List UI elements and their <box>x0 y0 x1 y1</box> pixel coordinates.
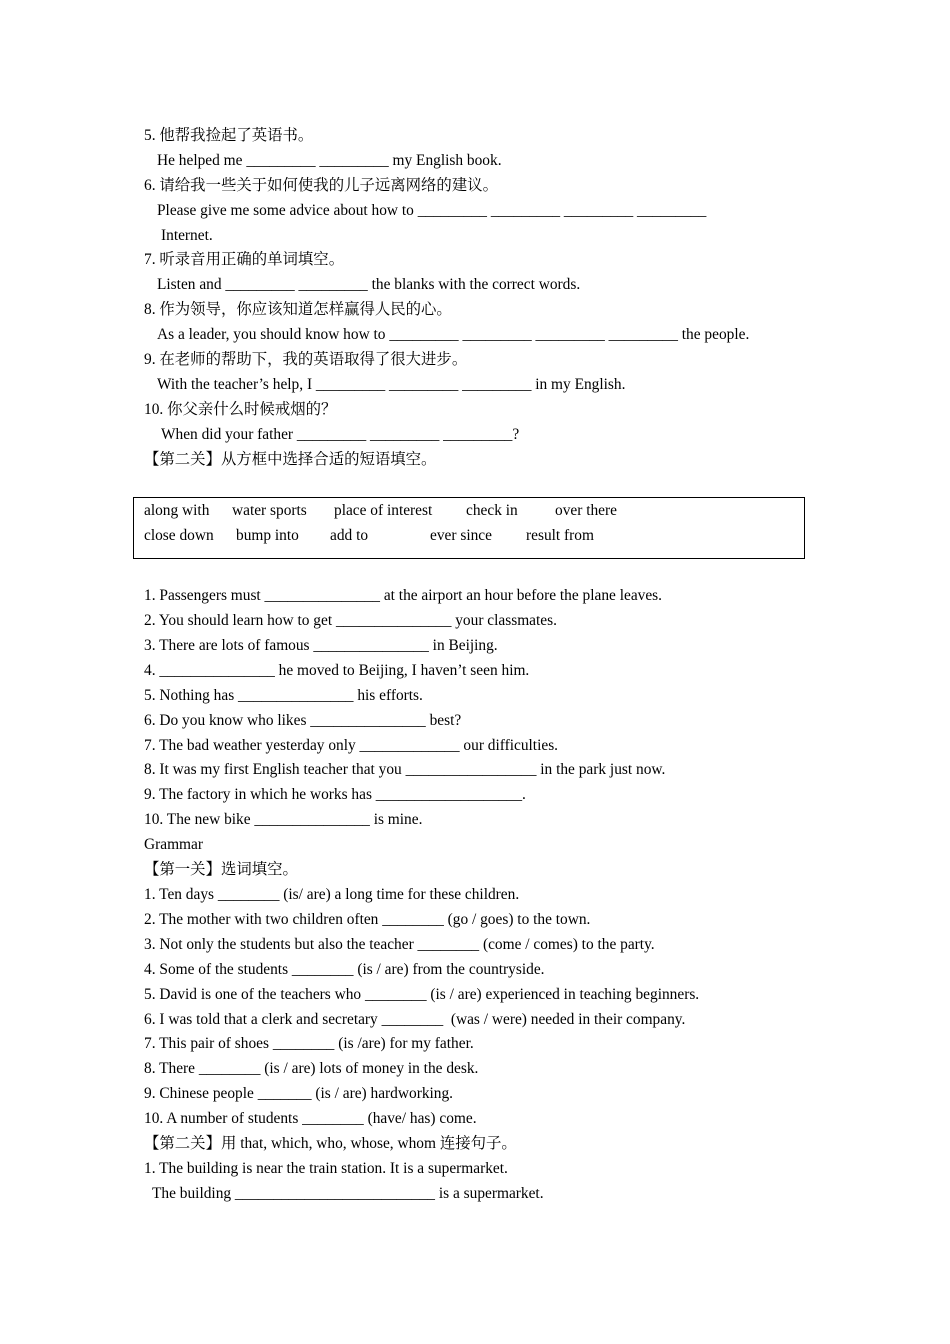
phrase-item: result from <box>526 527 594 544</box>
question-6-chinese: 6. 请给我一些关于如何使我的儿子远离网络的建议。 <box>144 177 498 194</box>
phrase-question: 6. Do you know who likes _______________ best? <box>144 712 462 729</box>
phrase-item: water sports <box>232 502 307 519</box>
grammar-question: 5. David is one of the teachers who ________ (is / are) experienced in teaching beginners. <box>144 986 700 1003</box>
relative-clause-question: 1. The building is near the train station. It is a supermarket. <box>144 1160 508 1177</box>
phrase-question: 1. Passengers must _______________ at the airport an hour before the plane leaves. <box>144 587 663 604</box>
phrase-question: 7. The bad weather yesterday only _____________ our difficulties. <box>144 737 559 754</box>
level-2-title: 【第二关】从方框中选择合适的短语填空。 <box>144 451 437 468</box>
question-10-english: When did your father _________ _________ _________? <box>161 426 520 443</box>
question-10-chinese: 10. 你父亲什么时候戒烟的？ <box>144 401 337 418</box>
question-6-english-cont: Internet. <box>161 227 213 244</box>
question-9-chinese: 9. 在老师的帮助下，我的英语取得了很大进步。 <box>144 351 468 368</box>
phrase-box <box>133 497 805 559</box>
phrase-item: add to <box>330 527 369 544</box>
phrase-question: 10. The new bike _______________ is mine. <box>144 811 423 828</box>
grammar-level-2-title: 【第二关】用 that, which, who, whose, whom 连接句子。 <box>144 1135 517 1152</box>
question-6-english: Please give me some advice about how to _________ _________ _________ _________ <box>157 202 707 219</box>
phrase-question: 8. It was my first English teacher that you _________________ in the park just now. <box>144 761 666 778</box>
grammar-question: 3. Not only the students but also the teacher ________ (come / comes) to the party. <box>144 936 655 953</box>
phrase-item: close down <box>144 527 214 544</box>
grammar-question: 6. I was told that a clerk and secretary ________ (was / were) needed in their company. <box>144 1011 686 1028</box>
phrase-item: bump into <box>236 527 299 544</box>
grammar-level-1-title: 【第一关】选词填空。 <box>144 861 298 878</box>
phrase-question: 9. The factory in which he works has ___________________. <box>144 786 526 803</box>
phrase-item: check in <box>466 502 518 519</box>
grammar-question: 10. A number of students ________ (have/ has) come. <box>144 1110 477 1127</box>
relative-clause-answer-line: The building __________________________ is a supermarket. <box>152 1185 544 1202</box>
grammar-heading: Grammar <box>144 836 203 853</box>
phrase-question: 2. You should learn how to get _______________ your classmates. <box>144 612 557 629</box>
question-5-chinese: 5. 他帮我捡起了英语书。 <box>144 127 314 144</box>
question-5-english: He helped me _________ _________ my English book. <box>157 152 502 169</box>
grammar-question: 1. Ten days ________ (is/ are) a long time for these children. <box>144 886 520 903</box>
grammar-question: 9. Chinese people _______ (is / are) hardworking. <box>144 1085 454 1102</box>
question-8-english: As a leader, you should know how to _________ _________ _________ _________ the people. <box>157 326 750 343</box>
phrase-item: ever since <box>430 527 492 544</box>
question-8-chinese: 8. 作为领导，你应该知道怎样赢得人民的心。 <box>144 301 452 318</box>
question-7-english: Listen and _________ _________ the blanks with the correct words. <box>157 276 581 293</box>
grammar-question: 8. There ________ (is / are) lots of money in the desk. <box>144 1060 479 1077</box>
phrase-item: over there <box>555 502 617 519</box>
question-7-chinese: 7. 听录音用正确的单词填空。 <box>144 251 345 268</box>
phrase-item: along with <box>144 502 210 519</box>
phrase-question: 5. Nothing has _______________ his efforts. <box>144 687 423 704</box>
phrase-item: place of interest <box>334 502 433 519</box>
grammar-question: 7. This pair of shoes ________ (is /are) for my father. <box>144 1035 474 1052</box>
question-9-english: With the teacher’s help, I _________ _________ _________ in my English. <box>157 376 626 393</box>
grammar-question: 4. Some of the students ________ (is / are) from the countryside. <box>144 961 545 978</box>
phrase-question: 3. There are lots of famous _______________ in Beijing. <box>144 637 498 654</box>
phrase-question: 4. _______________ he moved to Beijing, I haven’t seen him. <box>144 662 530 679</box>
grammar-question: 2. The mother with two children often ________ (go / goes) to the town. <box>144 911 591 928</box>
